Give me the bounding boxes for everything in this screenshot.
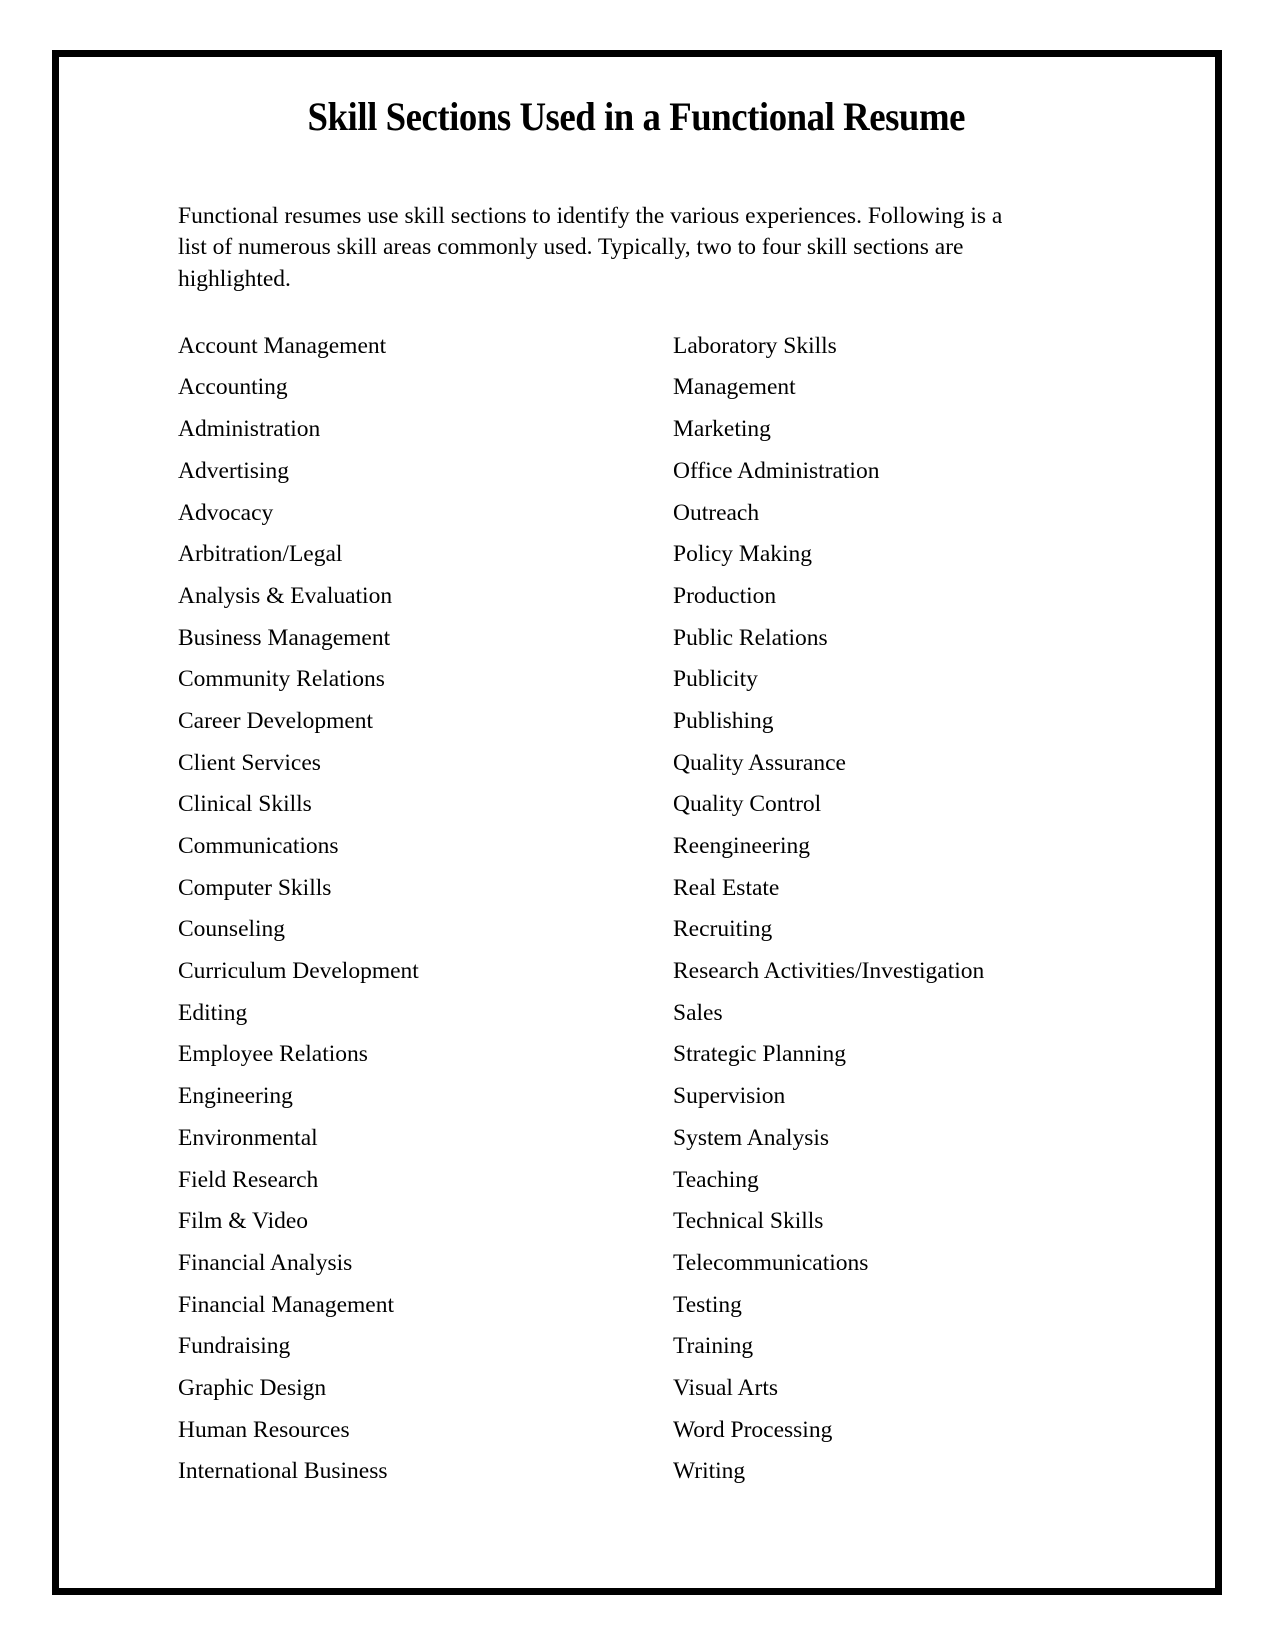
- skill-item: Public Relations: [673, 624, 828, 651]
- skill-item: Management: [673, 374, 796, 401]
- skill-item: Community Relations: [178, 666, 385, 693]
- skill-item: Teaching: [673, 1166, 759, 1193]
- skill-item: Account Management: [178, 332, 387, 359]
- intro-paragraph: Functional resumes use skill sections to identify the various experiences. Following is a list of numerous skill areas commonly used. Typically, two to four skill sections are highlighted.: [178, 203, 1003, 292]
- skill-item: Field Research: [178, 1166, 319, 1193]
- skills-right-column: [673, 332, 1078, 1502]
- skill-item: Real Estate: [673, 874, 780, 901]
- skill-item: Graphic Design: [178, 1374, 327, 1401]
- skill-item: Advocacy: [178, 499, 274, 526]
- skill-item: Outreach: [673, 499, 760, 526]
- skill-item: Word Processing: [673, 1416, 833, 1443]
- skill-item: Publicity: [673, 666, 758, 693]
- skill-item: Analysis & Evaluation: [178, 582, 393, 609]
- skill-item: Strategic Planning: [673, 1041, 846, 1068]
- skill-item: Employee Relations: [178, 1041, 368, 1068]
- skill-item: Visual Arts: [673, 1374, 778, 1401]
- skill-item: Arbitration/Legal: [178, 541, 343, 568]
- skill-item: Recruiting: [673, 916, 773, 943]
- skill-item: Sales: [673, 999, 723, 1026]
- skill-item: Advertising: [178, 457, 289, 484]
- skill-item: Administration: [178, 416, 321, 443]
- skill-item: Telecommunications: [673, 1249, 869, 1276]
- skill-item: Communications: [178, 833, 339, 859]
- skill-item: Production: [673, 582, 777, 609]
- page-title: Skill Sections Used in a Functional Resume: [307, 94, 966, 139]
- skill-item: Reengineering: [673, 833, 811, 859]
- skill-item: Curriculum Development: [178, 958, 419, 985]
- skill-item: Marketing: [673, 416, 771, 443]
- skill-item: Publishing: [673, 707, 774, 734]
- document-content: [178, 95, 1078, 1502]
- skill-item: Career Development: [178, 707, 374, 734]
- skill-item: Policy Making: [673, 541, 813, 568]
- skill-item: Film & Video: [178, 1208, 309, 1235]
- skill-item: System Analysis: [673, 1124, 830, 1151]
- skill-item: Supervision: [673, 1083, 786, 1110]
- skill-item: Testing: [673, 1291, 742, 1318]
- skill-item: Counseling: [178, 916, 286, 943]
- skill-item: Laboratory Skills: [673, 332, 837, 359]
- skill-item: Office Administration: [673, 457, 880, 484]
- skill-item: Quality Control: [673, 791, 822, 818]
- skill-item: Client Services: [178, 749, 321, 776]
- skill-item: Clinical Skills: [178, 791, 312, 818]
- skills-list: [178, 332, 1078, 1502]
- skills-left-column: [178, 332, 673, 1502]
- skill-item: Business Management: [178, 624, 391, 651]
- skill-item: Training: [673, 1333, 754, 1360]
- skill-item: Editing: [178, 999, 248, 1026]
- skill-item: Financial Analysis: [178, 1249, 353, 1276]
- skill-item: International Business: [178, 1458, 388, 1485]
- skill-item: Technical Skills: [673, 1208, 824, 1235]
- skill-item: Fundraising: [178, 1333, 291, 1360]
- skill-item: Writing: [673, 1458, 746, 1485]
- skill-item: Quality Assurance: [673, 749, 846, 776]
- skill-item: Human Resources: [178, 1416, 350, 1443]
- skill-item: Computer Skills: [178, 874, 332, 901]
- skill-item: Research Activities/Investigation: [673, 958, 985, 985]
- skill-item: Accounting: [178, 374, 288, 401]
- skill-item: Financial Management: [178, 1291, 394, 1318]
- skill-item: Environmental: [178, 1124, 318, 1151]
- skill-item: Engineering: [178, 1083, 293, 1110]
